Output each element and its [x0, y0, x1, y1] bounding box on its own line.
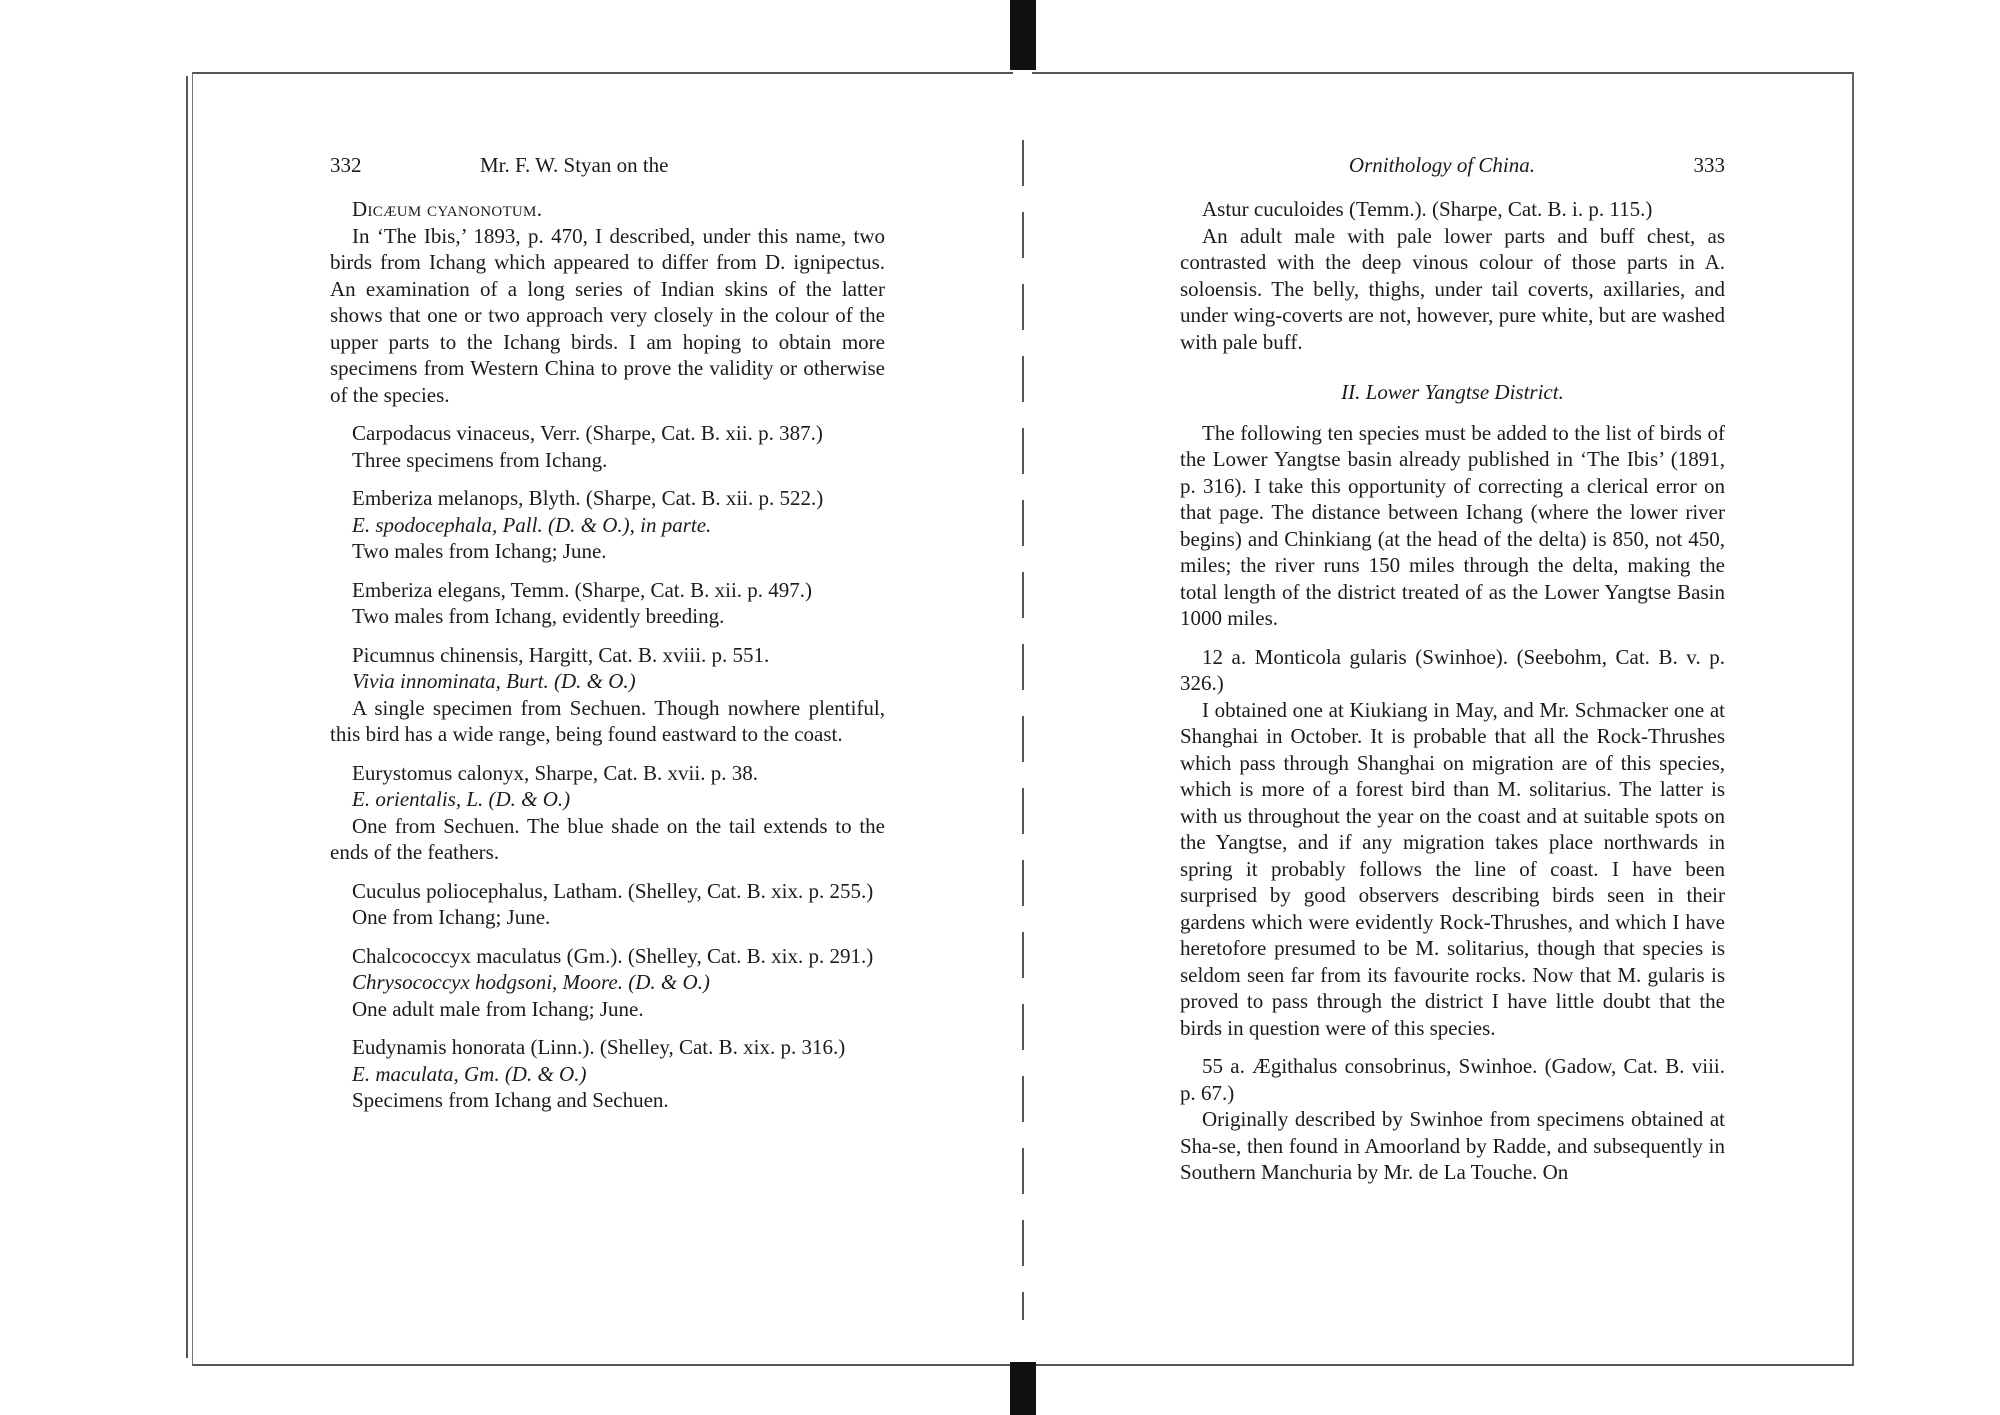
species-synonym: E. maculata, Gm. (D. & O.)	[352, 1061, 587, 1086]
species-body: Specimens from Ichang and Sechuen.	[352, 1088, 669, 1112]
species-heading: Carpodacus vinaceus, Verr. (Sharpe, Cat. B. xii. p. 387.)	[352, 421, 823, 445]
entry-eurystomus	[330, 760, 885, 866]
species-body: One from Sechuen. The blue shade on the tail extends to the ends of the feathers.	[330, 813, 885, 864]
species-heading: Chalcococcyx maculatus (Gm.). (Shelley, Cat. B. xix. p. 291.)	[352, 943, 874, 968]
entry-picumnus	[330, 642, 885, 748]
species-body: Two males from Ichang, evidently breeding.	[352, 604, 725, 628]
species-body: I obtained one at Kiukiang in May, and Mr. Schmacker one at Shanghai in October. It is probable that all the Rock-Thrushes which pass through Shanghai on migration are of this species, which is more of a forest bird than M. solitarius. The latter is with us throughout the year on the coast and at suitable spots on the Yangtse, and if any migration takes place northwards in spring it probably follows the line of coast. I have been surprised by good observers describing birds seen in their gardens which were evidently Rock-Thrushes, and which I have heretofore presumed to be M. solitarius, though that species is seldom seen far from its favourite rocks. Now that M. gularis is proved to pass through the district I have little doubt that the birds in question were of this species.	[1180, 697, 1725, 1040]
species-heading: 12 a. Monticola gularis (Swinhoe). (Seebohm, Cat. B. v. p. 326.)	[1180, 644, 1725, 695]
species-body: Two males from Ichang; June.	[352, 539, 607, 563]
gutter-line	[1022, 140, 1024, 1320]
entry-intro-lower-yangtse	[1180, 420, 1725, 632]
left-page-header	[330, 152, 885, 196]
species-heading: Eudynamis honorata (Linn.). (Shelley, Cat. B. xix. p. 316.)	[352, 1035, 846, 1059]
entry-astur	[1180, 196, 1725, 355]
right-page-header	[1180, 152, 1725, 196]
species-heading: Cuculus poliocephalus, Latham. (Shelley, Cat. B. xix. p. 255.)	[352, 878, 874, 903]
page-number-left: 332	[330, 153, 362, 177]
section-body: The following ten species must be added to the list of birds of the Lower Yangtse basin already published in ‘The Ibis’ (1891, p. 316). I take this opportunity of correcting a clerical error on that page. The distance between Ichang (where the lower river begins) and Chinkiang (at the head of the delta) is 850, not 450, miles; the river runs 150 miles through the delta, making the total length of the district treated of as the Lower Yangtse Basin 1000 miles.	[1180, 420, 1725, 630]
entry-emberiza-elegans	[330, 577, 885, 630]
running-head-right: Ornithology of China.	[1348, 153, 1535, 177]
species-heading: Emberiza elegans, Temm. (Sharpe, Cat. B. xii. p. 497.)	[352, 577, 813, 602]
species-body: A single specimen from Sechuen. Though nowhere plentiful, this bird has a wide range, being found eastward to the coast.	[330, 695, 885, 746]
species-synonym: E. orientalis, L. (D. & O.)	[352, 787, 571, 811]
entry-aegithalus	[1180, 1053, 1725, 1186]
page-number-right: 333	[1693, 153, 1725, 177]
species-synonym: Chrysococcyx hodgsoni, Moore. (D. & O.)	[352, 970, 710, 994]
entry-carpodacus	[330, 420, 885, 473]
entry-cuculus	[330, 878, 885, 931]
running-head-left: Mr. F. W. Styan on the	[480, 153, 669, 177]
species-heading: Dicæum cyanonotum.	[352, 197, 543, 221]
species-body: Three specimens from Ichang.	[352, 447, 608, 472]
entry-monticola	[1180, 644, 1725, 1042]
entry-emberiza-melanops	[330, 485, 885, 565]
entry-dicaeum	[330, 196, 885, 408]
entry-chalcococcyx	[330, 943, 885, 1023]
species-heading: Astur cuculoides (Temm.). (Sharpe, Cat. B. i. p. 115.)	[1202, 197, 1653, 221]
species-body: In ‘The Ibis,’ 1893, p. 470, I described, under this name, two birds from Ichang which appeared to differ from D. ignipectus. An examination of a long series of Indian skins of the latter shows that one or two approach very closely in the colour of the upper parts to the Ichang birds. I am hoping to obtain more specimens from Western China to prove the validity or otherwise of the species.	[330, 223, 885, 407]
species-body: Originally described by Swinhoe from specimens obtained at Sha-se, then found in Amoorland by Radde, and subsequently in Southern Manchuria by Mr. de La Touche. On	[1180, 1107, 1725, 1184]
right-column	[1180, 152, 1725, 1198]
section-heading: II. Lower Yangtse District.	[1341, 380, 1564, 404]
species-heading: 55 a. Ægithalus consobrinus, Swinhoe. (Gadow, Cat. B. viii. p. 67.)	[1180, 1054, 1725, 1105]
species-heading: Emberiza melanops, Blyth. (Sharpe, Cat. B. xii. p. 522.)	[352, 486, 824, 510]
species-body: An adult male with pale lower parts and buff chest, as contrasted with the deep vinous colour of those parts in A. soloensis. The belly, thighs, under tail coverts, axillaries, and under wing-coverts are not, however, pure white, but are washed with pale buff.	[1180, 223, 1725, 354]
species-synonym: E. spodocephala, Pall. (D. & O.), in parte.	[352, 512, 712, 537]
species-heading: Eurystomus calonyx, Sharpe, Cat. B. xvii. p. 38.	[352, 760, 758, 785]
species-body: One adult male from Ichang; June.	[352, 996, 644, 1021]
gutter-binding-bottom	[1010, 1362, 1036, 1415]
left-column	[330, 152, 885, 1126]
species-body: One from Ichang; June.	[352, 905, 551, 929]
species-synonym: Vivia innominata, Burt. (D. & O.)	[352, 669, 636, 693]
gutter-binding-top	[1010, 0, 1036, 70]
entry-eudynamis	[330, 1034, 885, 1114]
species-heading: Picumnus chinensis, Hargitt, Cat. B. xviii. p. 551.	[352, 642, 770, 667]
